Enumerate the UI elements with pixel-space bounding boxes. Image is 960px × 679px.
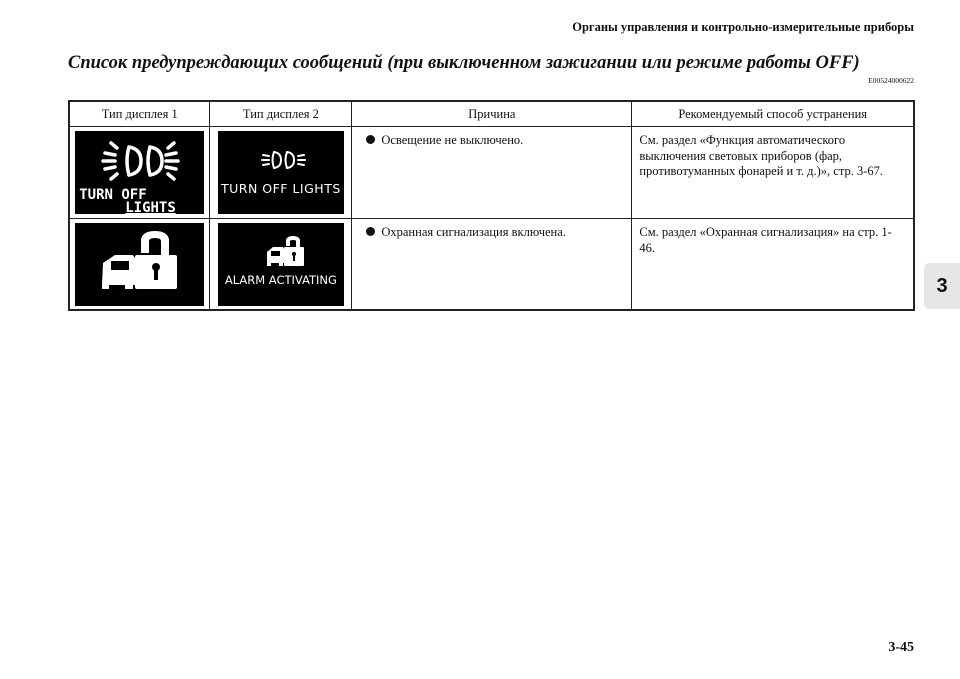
remedy-text: См. раздел «Функция автоматического выключения световых приборов (фар, противотуманных фонарей и т. д.)», стр. 3-67. bbox=[639, 133, 883, 178]
display1-cell bbox=[69, 219, 210, 311]
display1-line2: LIGHTS bbox=[125, 200, 176, 214]
display1-line1: TURN OFF bbox=[79, 187, 147, 203]
bullet-icon bbox=[366, 227, 375, 236]
cause-cell bbox=[352, 219, 632, 311]
table-row bbox=[69, 127, 914, 219]
warning-messages-table bbox=[68, 100, 915, 311]
cause-cell bbox=[352, 127, 632, 219]
remedy-cell bbox=[632, 127, 914, 219]
car-lock-icon bbox=[218, 223, 344, 306]
page-number: 3-45 bbox=[888, 640, 914, 655]
bullet-icon bbox=[366, 135, 375, 144]
display2-cell bbox=[210, 219, 352, 311]
column-header-cause: Причина bbox=[352, 101, 632, 127]
display1-turn-off-lights bbox=[75, 131, 204, 214]
remedy-cell bbox=[632, 219, 914, 311]
display2-message: ALARM ACTIVATING bbox=[224, 273, 337, 287]
section-code: E00524000622 bbox=[868, 76, 914, 85]
table-row bbox=[69, 219, 914, 311]
display1-cell bbox=[69, 127, 210, 219]
table-header-row bbox=[69, 101, 914, 127]
column-header-remedy: Рекомендуемый способ устранения bbox=[632, 101, 914, 127]
display2-message: TURN OFF LIGHTS bbox=[220, 181, 341, 196]
display1-message bbox=[79, 189, 176, 214]
running-title: Органы управления и контрольно-измерительные приборы bbox=[572, 20, 914, 34]
column-header-display1: Тип дисплея 1 bbox=[69, 101, 210, 127]
display2-turn-off-lights bbox=[218, 131, 344, 214]
headlights-icon bbox=[218, 131, 344, 214]
chapter-tab: 3 bbox=[924, 263, 960, 309]
display1-alarm bbox=[75, 223, 204, 306]
cause-text: Охранная сигнализация включена. bbox=[381, 225, 566, 239]
column-header-display2: Тип дисплея 2 bbox=[210, 101, 352, 127]
display2-cell bbox=[210, 127, 352, 219]
cause-text: Освещение не выключено. bbox=[381, 133, 524, 147]
section-title: Список предупреждающих сообщений (при выключенном зажигании или режиме работы OFF) bbox=[68, 53, 860, 73]
car-lock-icon bbox=[75, 223, 204, 306]
display2-alarm bbox=[218, 223, 344, 306]
remedy-text: См. раздел «Охранная сигнализация» на стр. 1-46. bbox=[639, 225, 892, 255]
